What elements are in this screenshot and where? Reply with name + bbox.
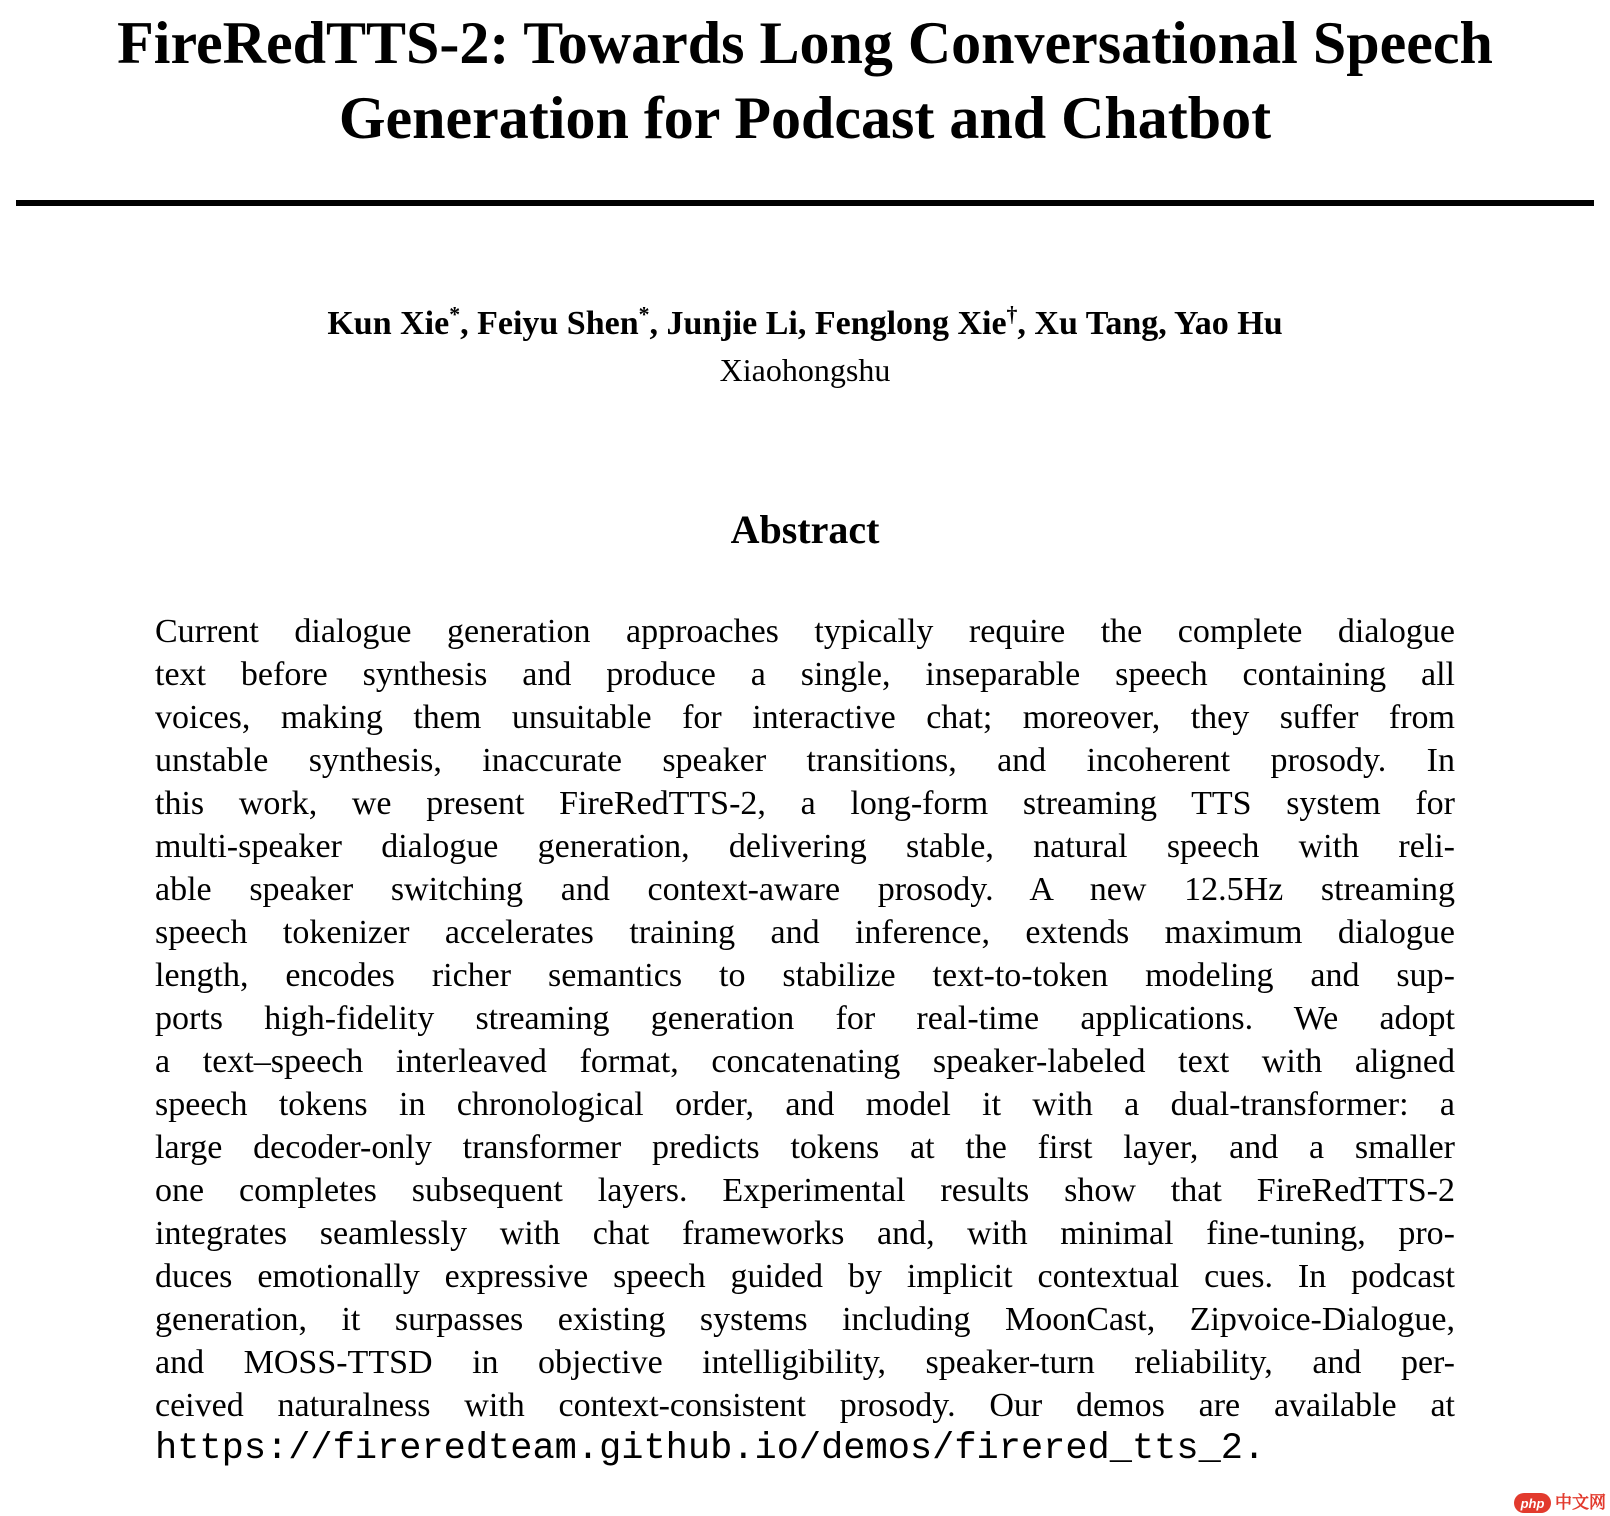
author-name: Xu Tang — [1034, 305, 1159, 342]
paper-title — [0, 0, 1610, 156]
author-name: Yao Hu — [1174, 305, 1283, 342]
abstract-line: multi-speaker dialogue generation, delivering stable, natural speech with reli- — [155, 828, 1455, 865]
author-name: Junjie Li — [666, 305, 798, 342]
watermark-site-name: 中文网 — [1555, 1493, 1606, 1512]
abstract-line: speech tokenizer accelerates training and inference, extends maximum dialogue — [155, 914, 1455, 951]
abstract-line: this work, we present FireRedTTS-2, a long-form streaming TTS system for — [155, 785, 1455, 822]
demo-url-link[interactable]: https://fireredteam.github.io/demos/firered_tts_2. — [155, 1428, 1266, 1470]
phpcn-watermark — [1514, 1493, 1606, 1513]
abstract-body — [155, 610, 1455, 1472]
abstract-line: speech tokens in chronological order, and model it with a dual-transformer: a — [155, 1086, 1455, 1123]
abstract-line: generation, it surpasses existing systems including MoonCast, Zipvoice-Dialogue, — [155, 1301, 1455, 1338]
paper-title-line-2: Generation for Podcast and Chatbot — [338, 85, 1272, 151]
author-name: Kun Xie — [327, 305, 450, 342]
abstract-line: a text–speech interleaved format, concatenating speaker-labeled text with aligned — [155, 1043, 1455, 1080]
abstract-line: ports high-fidelity streaming generation for real-time applications. We adopt — [155, 1000, 1455, 1037]
authors-line: Kun Xie*, Feiyu Shen*, Junjie Li, Fenglong Xie†, Xu Tang, Yao Hu — [327, 302, 1283, 342]
abstract-line: able speaker switching and context-aware prosody. A new 12.5Hz streaming — [155, 871, 1455, 908]
abstract-line: length, encodes richer semantics to stabilize text-to-token modeling and sup- — [155, 957, 1455, 994]
author-name: Fenglong Xie — [814, 305, 1007, 342]
abstract-line: integrates seamlessly with chat frameworks and, with minimal fine-tuning, pro- — [155, 1215, 1455, 1252]
author-marker: * — [449, 302, 461, 327]
title-rule — [16, 200, 1594, 206]
abstract-line: ceived naturalness with context-consistent prosody. Our demos are available at — [155, 1387, 1455, 1424]
abstract-line: voices, making them unsuitable for interactive chat; moreover, they suffer from — [155, 699, 1455, 736]
abstract-line: one completes subsequent layers. Experimental results show that FireRedTTS-2 — [155, 1172, 1455, 1209]
php-logo-badge: php — [1514, 1493, 1551, 1513]
abstract-line: unstable synthesis, inaccurate speaker transitions, and incoherent prosody. In — [155, 742, 1455, 779]
author-name: Feiyu Shen — [477, 305, 639, 342]
abstract-heading: Abstract — [730, 507, 880, 552]
affiliation: Xiaohongshu — [719, 352, 891, 388]
author-marker: † — [1006, 302, 1018, 327]
abstract-line: text before synthesis and produce a single, inseparable speech containing all — [155, 656, 1455, 693]
abstract-line: large decoder-only transformer predicts tokens at the first layer, and a smaller — [155, 1129, 1455, 1166]
paper-title-line-1: FireRedTTS-2: Towards Long Conversational Speech — [117, 10, 1493, 76]
abstract-line: and MOSS-TTSD in objective intelligibility, speaker-turn reliability, and per- — [155, 1344, 1455, 1381]
author-marker: * — [638, 302, 650, 327]
abstract-line: duces emotionally expressive speech guided by implicit contextual cues. In podcast — [155, 1258, 1455, 1295]
abstract-line: Current dialogue generation approaches typically require the complete dialogue — [155, 613, 1455, 650]
